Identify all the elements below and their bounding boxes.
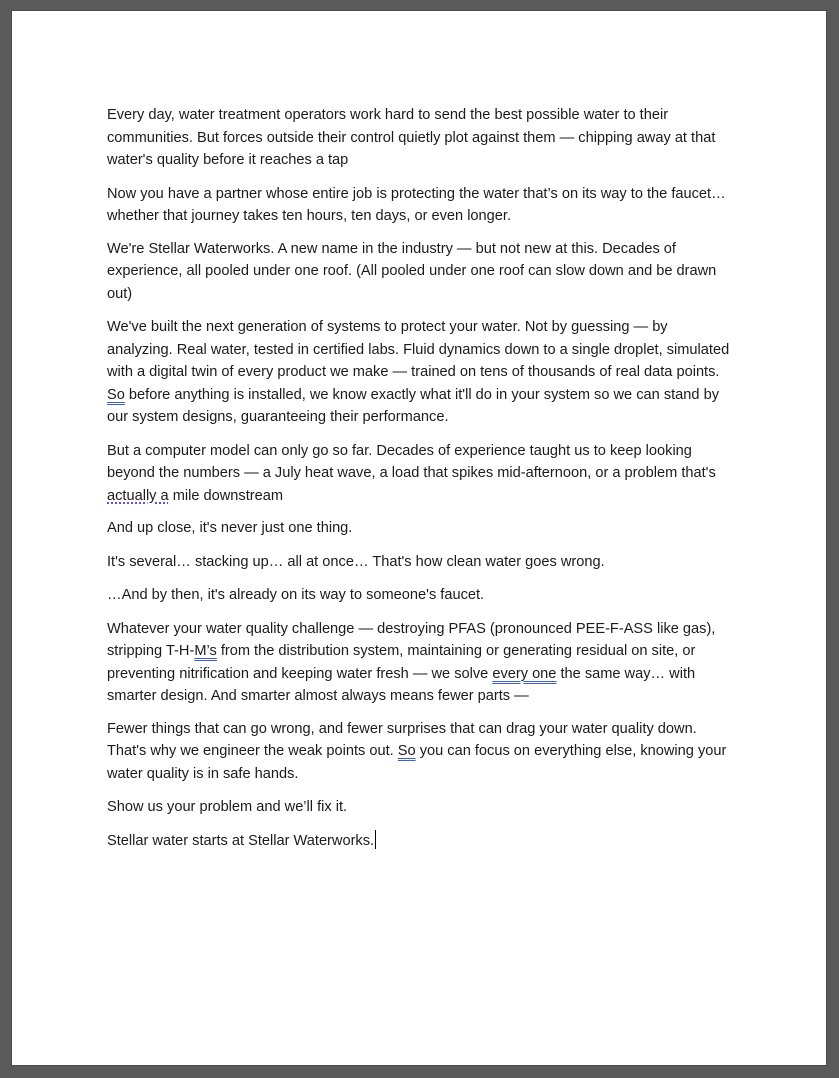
paragraph-10-text-b: you can focus on everything else, knowing your water quality is in safe hands. [107, 743, 727, 782]
paragraph-9-text-a: Whatever your water quality challenge — destroying PFAS (pronounced PEE-F-ASS like gas), stripping T-H- [107, 620, 716, 659]
paragraph-12-text: Stellar water starts at Stellar Waterworks. [107, 832, 375, 849]
paragraph-2: Now you have a partner whose entire job is protecting the water that’s on its way to the faucet… whether that journey takes ten hours, ten days, or even longer. [107, 185, 726, 224]
paragraph-9-text-c: the same way… with smarter design. And smarter almost always means fewer parts — [107, 665, 696, 704]
paragraph-12 [107, 830, 737, 853]
paragraph-11: Show us your problem and we’ll fix it. [107, 799, 348, 815]
grammar-suggestion-every-one[interactable]: every one [492, 665, 557, 682]
paragraph-4 [107, 316, 737, 429]
paragraph-6: And up close, it's never just one thing. [107, 520, 353, 536]
document-page[interactable] [12, 11, 826, 1065]
text-cursor [375, 830, 376, 849]
grammar-suggestion-ms[interactable]: M’s [194, 643, 217, 659]
paragraph-5 [107, 440, 737, 508]
paragraph-8: …And by then, it's already on its way to someone's faucet. [107, 587, 485, 603]
paragraph-10 [107, 718, 737, 786]
paragraph-5-text-b: mile downstream [168, 487, 284, 504]
paragraph-9-text-b: from the distribution system, maintaining or generating residual on site, or preventing nitrification and keeping water fresh — we solve [107, 643, 696, 682]
paragraph-9 [107, 618, 737, 708]
grammar-suggestion-so[interactable]: So [107, 386, 125, 403]
grammar-suggestion-so-2[interactable]: So [397, 743, 416, 759]
paragraph-5-text-a: But a computer model can only go so far. Decades of experience taught us to keep looking beyond the numbers — a July heat wave, a load that spikes mid-afternoon, or a problem that's [107, 442, 716, 481]
paragraph-4-text-a: We've built the next generation of systems to protect your water. Not by guessing — by analyzing. Real water, tested in certified labs. Fluid dynamics down to a single droplet, simulated with a digital twin of every product we make — trained on tens of thousands of real data points. [107, 319, 730, 380]
paragraph-4-text-b: before anything is installed, we know exactly what it'll do in your system so we can stand by our system designs, guaranteeing their performance. [107, 386, 719, 425]
style-suggestion-actually-a[interactable]: actually a [107, 487, 169, 504]
document-body[interactable] [107, 104, 737, 863]
paragraph-3: We're Stellar Waterworks. A new name in the industry — but not new at this. Decades of experience, all pooled under one roof. (All pooled under one roof can slow down and be drawn out) [107, 240, 717, 302]
paragraph-10-text-a: Fewer things that can go wrong, and fewer surprises that can drag your water quality down. That's why we engineer the weak points out. [107, 720, 697, 759]
paragraph-1: Every day, water treatment operators work hard to send the best possible water to their communities. But forces outside their control quietly plot against them — chipping away at that water's quality before it reaches a tap [107, 107, 716, 168]
paragraph-7: It's several… stacking up… all at once… That's how clean water goes wrong. [107, 553, 605, 570]
